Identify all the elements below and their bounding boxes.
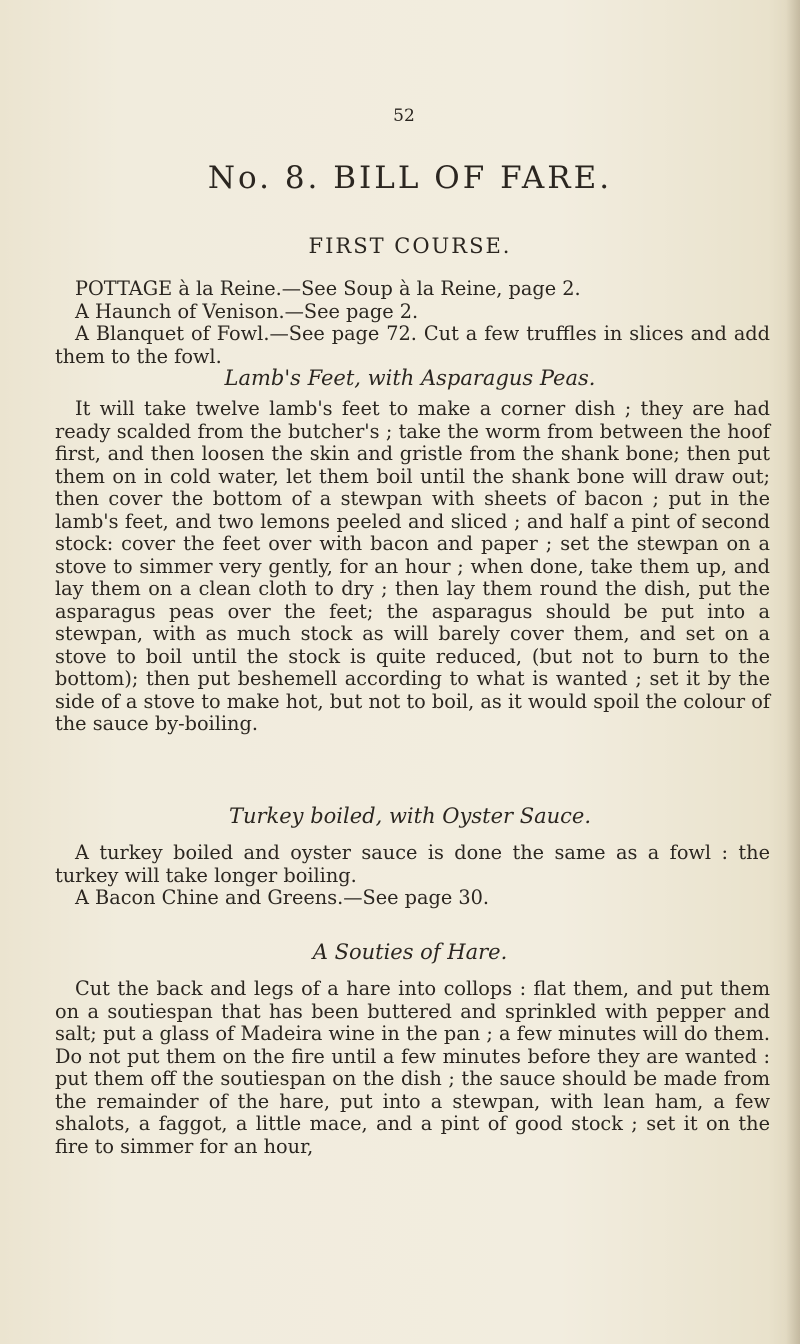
entry-bacon-chine: A Bacon Chine and Greens.—See page 30. — [75, 886, 490, 909]
course-heading: FIRST COURSE. — [308, 234, 512, 258]
entry-venison: A Haunch of Venison.—See page 2. — [75, 299, 419, 323]
page-edge-shadow — [786, 0, 800, 1344]
section-body-hare: Cut the back and legs of a hare into collops : flat them, and put them on a soutiespan that has been buttered and sprinkled with pepper and salt; put a glass of Madeira wine in the pan ; a few minutes will do them. Do not put them on the fire until a few minutes before they are wanted : put them off the soutiespan on the dish ; the sauce should be made from the remainder of the hare, put into a stewpan, with lean ham, a few shalots, a faggot, a little mace, and a pint of good stock ; set it on the fire to simmer for an hour, — [55, 977, 770, 1158]
first-course-entries — [55, 278, 770, 368]
page-number: 52 — [393, 106, 415, 126]
entry-blanquet: A Blanquet of Fowl.—See page 72. Cut a few truffles in slices and add them to the fowl. — [55, 322, 770, 368]
section-heading-turkey: Turkey boiled, with Oyster Sauce. — [228, 804, 592, 828]
section-body-lambs-feet: It will take twelve lamb's feet to make a corner dish ; they are had ready scalded from the butcher's ; take the worm from between the hoof first, and then loosen the skin and gristle from the shank bone; then put them on in cold water, let them boil until the shank bone will draw out; then cover the bottom of a stewpan with sheets of bacon ; put in the lamb's feet, and two lemons peeled and sliced ; and half a pint of second stock: cover the feet over with bacon and paper ; set the stewpan on a stove to simmer very gently, for an hour ; when done, take them up, and lay them on a clean cloth to dry ; then lay them round the dish, put the asparagus peas over the feet; the asparagus should be put into a stewpan, with as much stock as will barely cover them, and set on a stove to boil until the stock is quite reduced, (but not to burn to the bottom); then put beshemell according to what is wanted ; set it by the side of a stove to make hot, but not to boil, as it would spoil the colour of the sauce by-boiling. — [55, 397, 770, 735]
section-body-turkey: A turkey boiled and oyster sauce is done the same as a fowl : the turkey will take longer boiling. A Bacon Chine and Greens.—See page 30. — [55, 841, 770, 909]
bill-of-fare-title: No. 8. BILL OF FARE. — [207, 160, 613, 196]
entry-pottage: POTTAGE à la Reine.—See Soup à la Reine, page 2. — [75, 277, 581, 300]
section-heading-hare: A Souties of Hare. — [312, 940, 508, 964]
section-heading-lambs-feet: Lamb's Feet, with Asparagus Peas. — [224, 366, 596, 390]
